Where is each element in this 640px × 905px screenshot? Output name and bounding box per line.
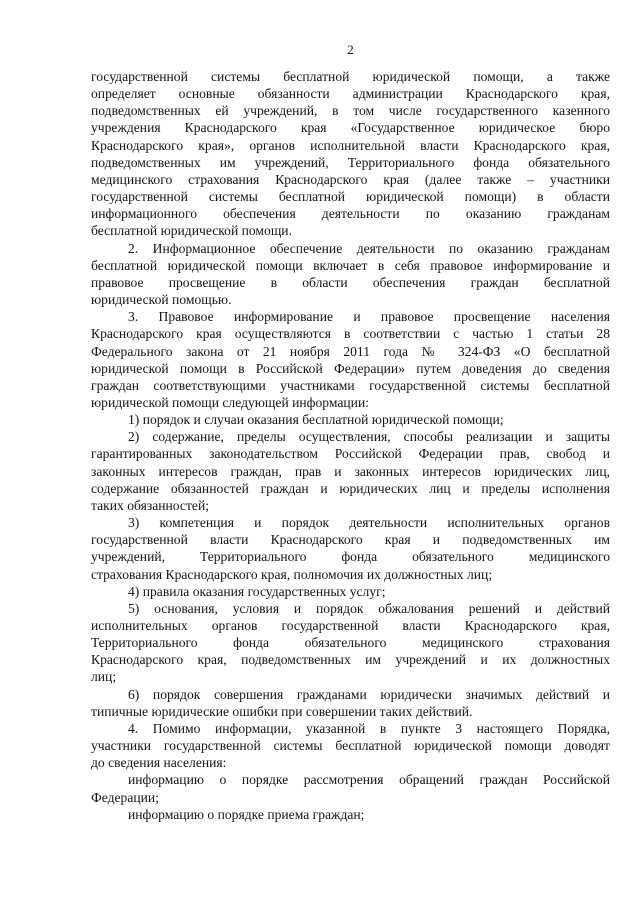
text-line: 1) порядок и случаи оказания бесплатной юридической помощи; — [128, 412, 504, 428]
text-line: информацию о порядке приема граждан; — [128, 806, 365, 822]
text-line: Федерации; — [91, 789, 159, 805]
text-line: до сведения населения: — [91, 755, 227, 771]
text-line: подведомственных им учреждений, Территориального фонда обязательного — [91, 154, 610, 170]
text-line: 2. Информационное обеспечение деятельности по оказанию гражданам — [128, 240, 610, 256]
text-line: Краснодарского края осуществляются в соответствии с частью 1 статьи 28 — [91, 326, 610, 342]
text-line: страхования Краснодарского края, полномочия их должностных лиц; — [91, 566, 493, 582]
text-line: лиц; — [91, 669, 117, 685]
text-line: Краснодарского края, подведомственных им учреждений и их должностных — [91, 652, 610, 668]
text-line: 4) правила оказания государственных услуг; — [128, 583, 386, 599]
text-line: медицинского страхования Краснодарского края (далее также – участники — [91, 171, 610, 187]
text-line: 4. Помимо информации, указанной в пункте 3 настоящего Порядка, — [128, 720, 610, 736]
text-line: бесплатной юридической помощи включает в себя правовое информирование и — [91, 257, 610, 273]
text-line: государственной системы бесплатной юридической помощи) в области — [91, 189, 610, 205]
text-line: участники государственной системы бесплатной юридической помощи доводят — [91, 738, 610, 754]
text-line: учреждения Краснодарского края «Государственное юридическое бюро — [91, 120, 610, 136]
text-line: таких обязанностей; — [91, 497, 209, 513]
text-line: 3. Правовое информирование и правовое просвещение населения — [128, 309, 610, 325]
text-line: юридической помощи в Российской Федерации» путем доведения до сведения — [91, 360, 610, 376]
text-line: бесплатной юридической помощи. — [91, 223, 292, 239]
text-line: граждан соответствующими участниками государственной системы бесплатной — [91, 377, 610, 393]
text-line: правовое просвещение в области обеспечения граждан бесплатной — [91, 274, 610, 290]
text-line: определяет основные обязанности администрации Краснодарского края, — [91, 86, 610, 102]
text-line: Территориального фонда обязательного медицинского страхования — [91, 635, 610, 651]
text-line: исполнительных органов государственной власти Краснодарского края, — [91, 618, 610, 633]
text-line: Федерального закона от 21 ноября 2011 года № 324-ФЗ «О бесплатной — [91, 343, 610, 359]
text-line: гарантированных законодательством Российской Федерации прав, свобод и — [91, 446, 610, 462]
text-line: типичные юридические ошибки при совершении таких действий. — [91, 703, 473, 719]
page-number: 2 — [347, 42, 354, 57]
text-line: информацию о порядке рассмотрения обращений граждан Российской — [128, 772, 610, 788]
text-line: Краснодарского края», органов исполнительной власти Краснодарского края, — [91, 137, 610, 153]
text-line: учреждений, Территориального фонда обязательного медицинского — [91, 549, 610, 565]
text-line: 6) порядок совершения гражданами юридически значимых действий и — [128, 686, 610, 702]
text-line: государственной власти Краснодарского края и подведомственных им — [91, 532, 610, 548]
text-line: законных интересов граждан, прав и законных интересов юридических лиц, — [91, 463, 610, 479]
text-line: 2) содержание, пределы осуществления, способы реализации и защиты — [128, 429, 610, 445]
text-line: 3) компетенция и порядок деятельности исполнительных органов — [128, 515, 610, 531]
document-body — [91, 68, 610, 823]
text-line: юридической помощью. — [91, 292, 232, 308]
text-line: 5) основания, условия и порядок обжалования решений и действий — [128, 600, 610, 616]
text-line: государственной системы бесплатной юридической помощи, а также — [91, 69, 610, 84]
text-line: юридической помощи следующей информации: — [91, 394, 370, 410]
text-line: содержание обязанностей граждан и юридических лиц и пределы исполнения — [91, 480, 610, 496]
text-line: информационного обеспечения деятельности по оказанию гражданам — [91, 206, 610, 222]
text-line: подведомственных ей учреждений, в том числе государственного казенного — [91, 103, 610, 119]
